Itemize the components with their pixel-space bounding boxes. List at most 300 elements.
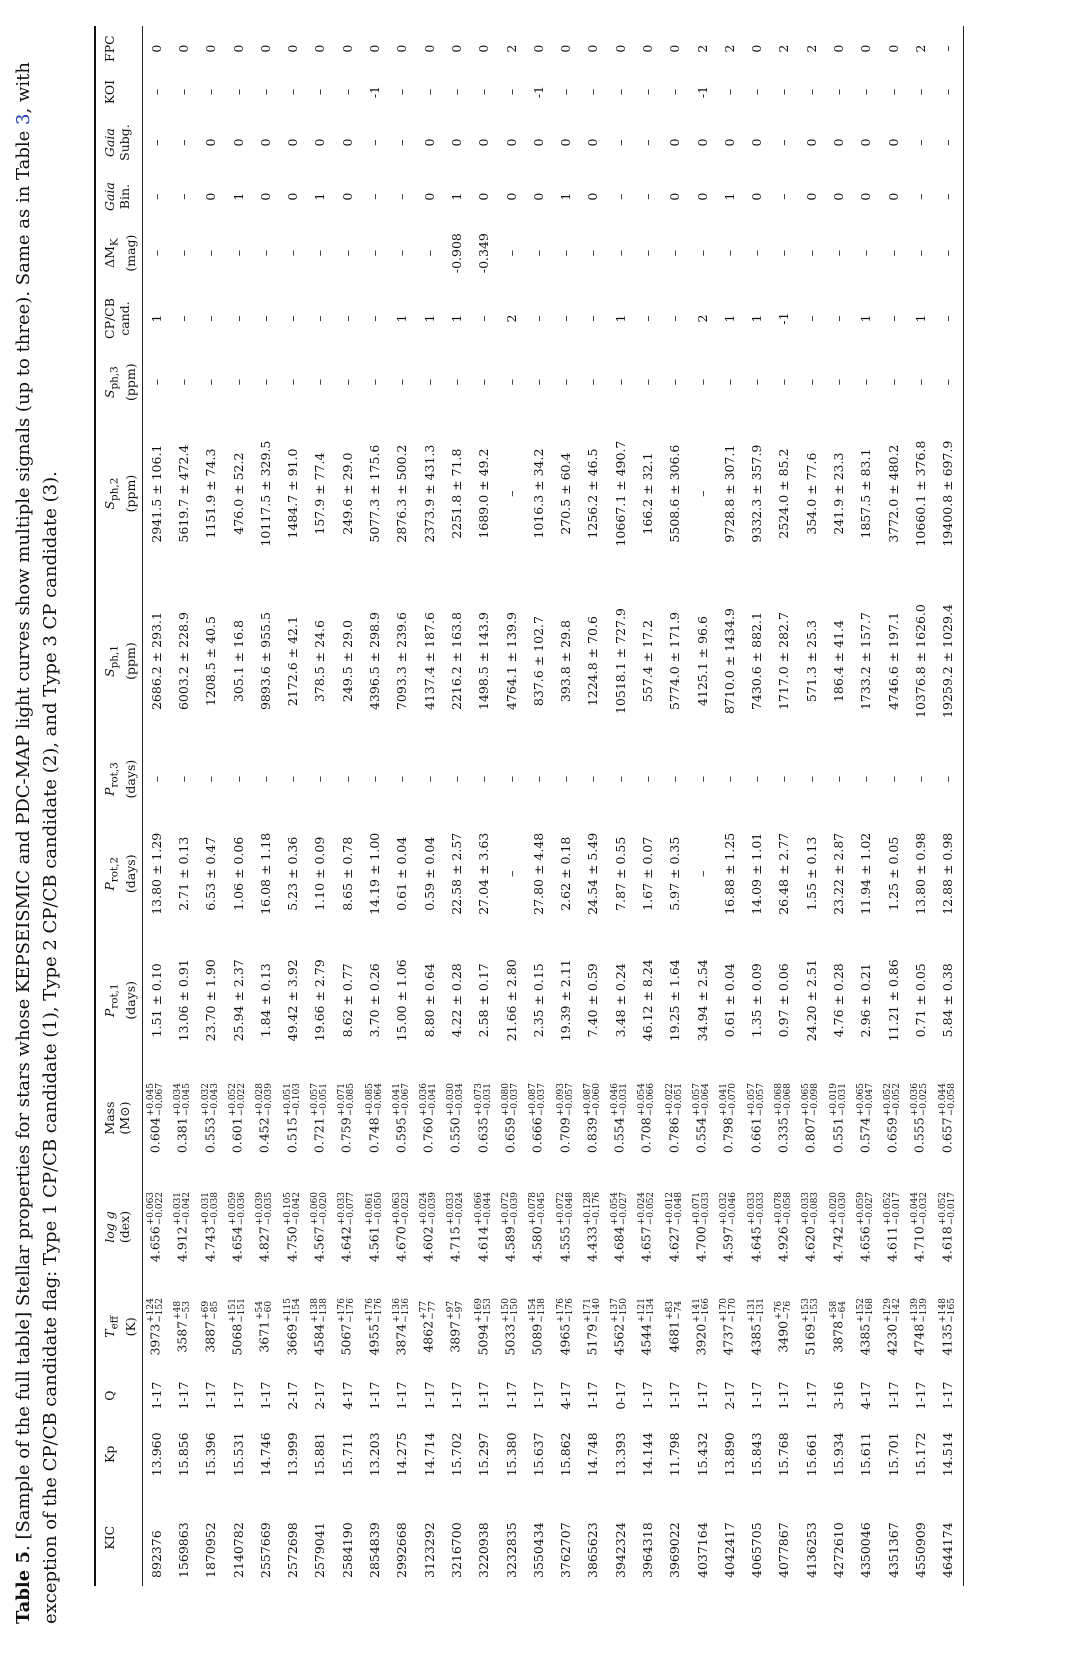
- cell-kic: 3232835: [503, 1522, 519, 1578]
- cell-gbin: 0: [831, 192, 847, 201]
- cell-gbin: 0: [749, 192, 765, 201]
- cell-mass: 0.604 +0.045 −0.067: [146, 1082, 166, 1154]
- cell-s2: 1256.2 ± 46.5: [585, 448, 601, 539]
- table-row: [825, 26, 852, 1586]
- cell-p2: 16.08 ± 1.18: [257, 832, 273, 915]
- cell-logg: 4.618 +0.052 −0.017: [937, 1191, 957, 1263]
- cell-dmk: –: [694, 250, 710, 257]
- cell-p3: –: [530, 775, 546, 783]
- cell-p3: –: [257, 775, 273, 783]
- cell-p3: –: [421, 775, 437, 783]
- cell-p2: 7.87 ± 0.55: [612, 836, 628, 911]
- cell-gbin: –: [912, 193, 928, 200]
- cell-cp: -1: [776, 312, 792, 325]
- cell-cp: –: [312, 315, 328, 322]
- cell-fpc: 0: [257, 44, 273, 53]
- cell-gsub: 0: [312, 138, 328, 147]
- cell-fpc: 0: [339, 44, 355, 53]
- cell-dmk: –: [257, 250, 273, 257]
- cell-s1: 4396.5 ± 298.9: [367, 612, 383, 711]
- cell-cp: –: [667, 315, 683, 322]
- cell-kp: 15.396: [203, 1432, 219, 1477]
- cell-koi: –: [612, 88, 628, 96]
- cell-s1: 2216.2 ± 163.8: [448, 612, 464, 711]
- table-row: [770, 26, 797, 1586]
- cell-cp: 1: [749, 314, 765, 323]
- cell-logg: 4.750 +0.105 −0.042: [282, 1191, 302, 1263]
- cell-dmk: –: [940, 250, 956, 257]
- col-teff: $T_{eff}$ (K): [102, 1315, 138, 1338]
- cell-teff: 3669 +115 −154: [282, 1298, 302, 1356]
- cell-kic: 3865623: [585, 1522, 601, 1578]
- cell-s3: –: [803, 379, 819, 386]
- cell-gbin: 0: [285, 192, 301, 201]
- cell-teff: 4955 +176 −176: [364, 1298, 384, 1356]
- cell-q: 1-17: [749, 1381, 765, 1410]
- table-row: [798, 26, 825, 1586]
- cell-kic: 3220938: [476, 1522, 492, 1578]
- cell-gsub: –: [148, 139, 164, 146]
- cell-kp: 14.275: [394, 1432, 410, 1477]
- cell-s2: 2941.5 ± 106.1: [148, 444, 164, 543]
- cell-dmk: –: [421, 250, 437, 257]
- cell-cp: –: [257, 315, 273, 322]
- table-row: [716, 26, 743, 1586]
- cell-cp: –: [175, 315, 191, 322]
- cell-dmk: –: [885, 250, 901, 257]
- cell-teff: 3671 +54 −60: [255, 1300, 275, 1353]
- cell-s3: –: [175, 379, 191, 386]
- cell-s2: 19400.8 ± 697.9: [940, 440, 956, 547]
- cell-teff: 4862 +77 −77: [419, 1300, 439, 1353]
- cell-mass: 0.553 +0.032 −0.043: [200, 1082, 220, 1154]
- cell-q: 1-17: [776, 1381, 792, 1410]
- cell-kp: 15.881: [312, 1432, 328, 1477]
- cell-logg: 4.912 +0.031 −0.042: [173, 1191, 193, 1263]
- cell-koi: –: [585, 88, 601, 96]
- cell-dmk: –: [530, 250, 546, 257]
- cell-q: 1-17: [394, 1381, 410, 1410]
- cell-s3: –: [858, 379, 874, 386]
- stellar-properties-table: [94, 26, 964, 1586]
- table-row: [415, 26, 442, 1586]
- cell-teff: 3887 +69 −85: [200, 1300, 220, 1353]
- cell-s2: 1016.3 ± 34.2: [530, 448, 546, 539]
- cell-s2: 2373.9 ± 431.3: [421, 444, 437, 543]
- cell-koi: –: [639, 88, 655, 96]
- cell-gsub: 0: [257, 138, 273, 147]
- cell-logg: 4.627 +0.012 −0.048: [664, 1191, 684, 1263]
- cell-s1: 571.3 ± 25.3: [803, 620, 819, 703]
- cell-p3: –: [312, 775, 328, 783]
- cell-s3: –: [312, 379, 328, 386]
- cell-cp: 2: [503, 314, 519, 323]
- cell-gbin: 1: [230, 192, 246, 201]
- cell-kp: 13.890: [721, 1432, 737, 1477]
- cell-gbin: –: [175, 193, 191, 200]
- cell-koi: –: [503, 88, 519, 96]
- cell-logg: 4.926 +0.078 −0.058: [773, 1191, 793, 1263]
- cell-kic: 892376: [148, 1530, 164, 1578]
- cell-fpc: 0: [858, 44, 874, 53]
- cell-q: 1-17: [639, 1381, 655, 1410]
- cell-gbin: 1: [312, 192, 328, 201]
- cell-cp: –: [203, 315, 219, 322]
- cell-fpc: 2: [776, 44, 792, 53]
- cell-dmk: –: [285, 250, 301, 257]
- cell-gsub: 0: [530, 138, 546, 147]
- cell-dmk: -0.349: [476, 233, 492, 274]
- cell-p2: 0.59 ± 0.04: [421, 836, 437, 911]
- cell-logg: 4.743 +0.031 −0.038: [200, 1191, 220, 1263]
- cell-p1: 4.76 ± 0.28: [831, 963, 847, 1038]
- col-logg: log g (dex): [102, 1210, 132, 1244]
- cell-fpc: 2: [694, 44, 710, 53]
- cell-mass: 0.709 +0.093 −0.057: [555, 1082, 575, 1154]
- cell-mass: 0.748 +0.085 −0.064: [364, 1082, 384, 1154]
- cell-logg: 4.614 +0.066 −0.044: [473, 1191, 493, 1263]
- cell-koi: –: [476, 88, 492, 96]
- cell-q: 1-17: [694, 1381, 710, 1410]
- cell-teff: 4385 +131 −131: [746, 1298, 766, 1356]
- cell-dmk: –: [230, 250, 246, 257]
- cell-cp: –: [885, 315, 901, 322]
- cell-p1: 25.94 ± 2.37: [230, 959, 246, 1042]
- cell-q: 1-17: [912, 1381, 928, 1410]
- cell-s3: –: [612, 379, 628, 386]
- cell-logg: 4.656 +0.059 −0.027: [855, 1191, 875, 1263]
- cell-p1: 15.00 ± 1.06: [394, 959, 410, 1042]
- cell-q: 1-17: [803, 1381, 819, 1410]
- cell-fpc: 0: [394, 44, 410, 53]
- table-row: [852, 26, 879, 1586]
- cell-p1: 0.61 ± 0.04: [721, 963, 737, 1038]
- cell-logg: 4.561 +0.061 −0.050: [364, 1191, 384, 1263]
- cell-s2: 5619.7 ± 472.4: [175, 444, 191, 543]
- cell-s2: 2876.3 ± 500.2: [394, 444, 410, 543]
- cell-teff: 5169 +153 −153: [801, 1298, 821, 1356]
- cell-logg: 4.657 +0.024 −0.052: [637, 1191, 657, 1263]
- cell-mass: 0.554 +0.046 −0.031: [610, 1082, 630, 1154]
- cell-gbin: –: [940, 193, 956, 200]
- col-q: Q: [102, 1390, 117, 1401]
- table-row: [525, 26, 552, 1586]
- cell-q: 1-17: [230, 1381, 246, 1410]
- cell-teff: 5033 +150 −150: [501, 1298, 520, 1356]
- cell-p1: 19.39 ± 2.11: [558, 959, 574, 1042]
- cell-gbin: –: [148, 193, 164, 200]
- cell-logg: 4.597 +0.032 −0.046: [719, 1191, 739, 1263]
- cell-q: 1-17: [421, 1381, 437, 1410]
- cell-p1: 2.58 ± 0.17: [476, 963, 492, 1038]
- cell-fpc: 0: [612, 44, 628, 53]
- cell-p2: 1.55 ± 0.13: [803, 836, 819, 911]
- cell-kic: 4351367: [885, 1522, 901, 1578]
- cell-p1: 19.25 ± 1.64: [667, 959, 683, 1042]
- cell-q: 1-17: [885, 1381, 901, 1410]
- cell-logg: 4.670 +0.063 −0.023: [391, 1191, 411, 1263]
- cell-p2: 14.09 ± 1.01: [749, 832, 765, 915]
- cell-kp: 15.856: [175, 1432, 191, 1477]
- col-sph1: $S_{ph,1}$ (ppm): [102, 642, 138, 680]
- cell-s1: 1717.0 ± 282.7: [776, 612, 792, 711]
- cell-fpc: 2: [912, 44, 928, 53]
- cell-teff: 4737 +170 −170: [719, 1298, 739, 1356]
- cell-p1: 1.51 ± 0.10: [148, 963, 164, 1038]
- cell-p2: 11.94 ± 1.02: [858, 832, 874, 915]
- cell-kp: 14.144: [639, 1432, 655, 1477]
- cell-s3: –: [476, 379, 492, 386]
- cell-p3: –: [285, 775, 301, 783]
- cell-s2: 5508.6 ± 306.6: [667, 444, 683, 543]
- cell-logg: 4.700 +0.071 −0.033: [692, 1191, 712, 1263]
- cell-fpc: 0: [148, 44, 164, 53]
- cell-teff: 5094 +169 −153: [473, 1298, 493, 1356]
- cell-gsub: 0: [448, 138, 464, 147]
- cell-teff: 5067 +176 −176: [337, 1298, 357, 1356]
- cell-kp: 13.393: [612, 1432, 628, 1477]
- cell-mass: 0.335 +0.068 −0.068: [773, 1082, 793, 1154]
- cell-s3: –: [694, 379, 710, 386]
- cell-s1: 10376.8 ± 1626.0: [912, 604, 928, 718]
- cell-mass: 0.759 +0.071 −0.085: [337, 1082, 357, 1154]
- cell-kp: 15.611: [858, 1432, 874, 1477]
- caption-text-b: , with exception of the CP/CB candidate flag: Type 1 CP/CB candidate (1), Type 2 CP/CB candidate (2), and Type 3 CP candidate (3).: [13, 62, 61, 1624]
- cell-gsub: 0: [803, 138, 819, 147]
- col-kp: Kp: [102, 1445, 117, 1463]
- cell-fpc: 0: [530, 44, 546, 53]
- cell-kp: 15.711: [339, 1432, 355, 1477]
- cell-mass: 0.554 +0.057 −0.064: [692, 1082, 712, 1154]
- cell-mass: 0.595 +0.041 −0.067: [391, 1082, 411, 1154]
- cell-s3: –: [667, 379, 683, 386]
- cell-teff: 4748 +139 −139: [910, 1298, 930, 1356]
- cell-p2: 2.71 ± 0.13: [175, 836, 191, 911]
- cell-cp: 1: [912, 314, 928, 323]
- bottom-rule: [963, 26, 964, 1586]
- cell-logg: 4.827 +0.039 −0.035: [255, 1191, 275, 1263]
- cell-dmk: –: [721, 250, 737, 257]
- cell-p3: –: [912, 775, 928, 783]
- cell-koi: –: [721, 88, 737, 96]
- cell-mass: 0.666 +0.087 −0.037: [528, 1082, 548, 1154]
- cell-fpc: 0: [885, 44, 901, 53]
- cell-gsub: 0: [558, 138, 574, 147]
- cell-p1: 3.70 ± 0.26: [367, 963, 383, 1038]
- cell-q: 4-17: [858, 1381, 874, 1410]
- table-body: [143, 26, 962, 1586]
- cell-p3: –: [367, 775, 383, 783]
- cell-p1: 2.96 ± 0.21: [858, 963, 874, 1038]
- cell-mass: 0.452 +0.028 −0.039: [255, 1082, 275, 1154]
- cell-mass: 0.635 +0.073 −0.031: [473, 1082, 493, 1154]
- cell-mass: 0.381 +0.034 −0.045: [173, 1082, 193, 1154]
- cell-q: 1-17: [585, 1381, 601, 1410]
- cell-p1: 4.22 ± 0.28: [448, 963, 464, 1038]
- cell-s3: –: [721, 379, 737, 386]
- cell-dmk: –: [639, 250, 655, 257]
- cell-s1: 393.8 ± 29.8: [558, 620, 574, 703]
- cell-kp: 11.798: [667, 1432, 683, 1477]
- cell-s1: 4125.1 ± 96.6: [694, 616, 710, 707]
- cell-dmk: –: [339, 250, 355, 257]
- cell-gsub: 0: [203, 138, 219, 147]
- cell-p2: 1.25 ± 0.05: [885, 836, 901, 911]
- cell-kp: 15.432: [694, 1432, 710, 1477]
- cell-koi: –: [175, 88, 191, 96]
- cell-mass: 0.661 +0.057 −0.057: [746, 1082, 766, 1154]
- cell-cp: 1: [448, 314, 464, 323]
- cell-q: 2-17: [312, 1381, 328, 1410]
- cell-p2: 1.67 ± 0.07: [639, 836, 655, 911]
- cell-teff: 4562 +137 −150: [610, 1298, 630, 1356]
- cell-s1: 837.6 ± 102.7: [530, 616, 546, 707]
- cell-s3: –: [530, 379, 546, 386]
- cell-p3: –: [831, 775, 847, 783]
- cell-p3: –: [476, 775, 492, 783]
- cell-logg: 4.611 +0.052 −0.017: [883, 1191, 903, 1263]
- cell-kic: 2572698: [285, 1522, 301, 1578]
- cell-s2: 476.0 ± 52.2: [230, 452, 246, 535]
- cell-kic: 4350046: [858, 1522, 874, 1578]
- cell-kp: 14.746: [257, 1432, 273, 1477]
- header-row: [96, 26, 142, 1586]
- cell-cp: –: [476, 315, 492, 322]
- cell-s3: –: [285, 379, 301, 386]
- cell-cp: –: [558, 315, 574, 322]
- cell-s3: –: [776, 379, 792, 386]
- cell-koi: –: [448, 88, 464, 96]
- cell-p2: 23.22 ± 2.87: [831, 832, 847, 915]
- table-row: [607, 26, 634, 1586]
- cell-s1: 4764.1 ± 139.9: [503, 612, 519, 711]
- cell-s2: 1151.9 ± 74.3: [203, 448, 219, 539]
- cell-s2: 1857.5 ± 83.1: [858, 448, 874, 539]
- cell-teff: 4544 +121 −134: [637, 1298, 657, 1356]
- cell-gsub: 0: [667, 138, 683, 147]
- cell-fpc: 2: [503, 44, 519, 53]
- cell-p1: 8.80 ± 0.64: [421, 963, 437, 1038]
- cell-fpc: 0: [203, 44, 219, 53]
- col-koi: KOI: [102, 79, 117, 105]
- col-fpc: FPC: [102, 35, 117, 62]
- cell-koi: –: [885, 88, 901, 96]
- cell-s3: –: [421, 379, 437, 386]
- cell-logg: 4.742 +0.020 −0.030: [828, 1191, 848, 1263]
- cell-p3: –: [585, 775, 601, 783]
- cell-q: 1-17: [476, 1381, 492, 1410]
- cell-gbin: 0: [858, 192, 874, 201]
- cell-p3: –: [639, 775, 655, 783]
- cell-gsub: 0: [749, 138, 765, 147]
- cell-gbin: 0: [257, 192, 273, 201]
- cell-dmk: –: [612, 250, 628, 257]
- cell-p2: 0.61 ± 0.04: [394, 836, 410, 911]
- cell-s1: 7430.6 ± 882.1: [749, 612, 765, 711]
- cell-kic: 1870952: [203, 1522, 219, 1578]
- cell-s3: –: [912, 379, 928, 386]
- cell-gsub: 0: [721, 138, 737, 147]
- cell-p3: –: [803, 775, 819, 783]
- cell-fpc: 0: [749, 44, 765, 53]
- cell-s1: 1224.8 ± 70.6: [585, 616, 601, 707]
- cell-koi: –: [940, 88, 956, 96]
- cell-mass: 0.839 +0.087 −0.060: [582, 1082, 602, 1154]
- cell-cp: –: [940, 315, 956, 322]
- cell-kp: 15.172: [912, 1432, 928, 1477]
- cell-gsub: –: [940, 139, 956, 146]
- cell-gbin: 0: [885, 192, 901, 201]
- cell-kic: 4077867: [776, 1522, 792, 1578]
- table-row: [634, 26, 661, 1586]
- cell-gsub: –: [612, 139, 628, 146]
- cell-q: 4-17: [339, 1381, 355, 1410]
- cell-teff: 5179 +171 −140: [582, 1298, 602, 1356]
- cell-s2: 10660.1 ± 376.8: [912, 440, 928, 547]
- cell-cp: 1: [858, 314, 874, 323]
- cell-kic: 3550434: [530, 1522, 546, 1578]
- cell-teff: 3587 +48 −53: [173, 1300, 193, 1353]
- cell-p2: 26.48 ± 2.77: [776, 832, 792, 915]
- cell-cp: –: [639, 315, 655, 322]
- cell-fpc: 0: [585, 44, 601, 53]
- table-row: [334, 26, 361, 1586]
- cell-p2: 24.54 ± 5.49: [585, 832, 601, 915]
- cell-s2: –: [694, 490, 710, 497]
- cell-p1: 21.66 ± 2.80: [503, 959, 519, 1042]
- cell-kic: 4037164: [694, 1522, 710, 1578]
- table-row: [388, 26, 415, 1586]
- cell-cp: 1: [612, 314, 628, 323]
- cell-fpc: 0: [448, 44, 464, 53]
- table-row: [361, 26, 388, 1586]
- cell-q: 1-17: [940, 1381, 956, 1410]
- cell-kp: 15.637: [530, 1432, 546, 1477]
- cell-s2: 5077.3 ± 175.6: [367, 444, 383, 543]
- table-ref-link[interactable]: 3: [13, 113, 34, 125]
- cell-s1: 1208.5 ± 40.5: [203, 616, 219, 707]
- cell-p1: 34.94 ± 2.54: [694, 959, 710, 1042]
- cell-gsub: 0: [285, 138, 301, 147]
- cell-teff: 4584 +138 −138: [309, 1298, 329, 1356]
- cell-s2: 9728.8 ± 307.1: [721, 444, 737, 543]
- cell-cp: 1: [721, 314, 737, 323]
- cell-p2: 27.80 ± 4.48: [530, 832, 546, 915]
- cell-p3: –: [749, 775, 765, 783]
- cell-gsub: –: [912, 139, 928, 146]
- cell-koi: –: [776, 88, 792, 96]
- cell-p3: –: [148, 775, 164, 783]
- cell-s1: 1733.2 ± 157.7: [858, 612, 874, 711]
- cell-q: 1-17: [667, 1381, 683, 1410]
- cell-gsub: –: [639, 139, 655, 146]
- cell-fpc: 2: [721, 44, 737, 53]
- cell-mass: 0.798 +0.041 −0.070: [719, 1082, 739, 1154]
- cell-fpc: 0: [667, 44, 683, 53]
- cell-cp: –: [530, 315, 546, 322]
- cell-logg: 4.710 +0.044 −0.032: [910, 1191, 930, 1263]
- cell-gbin: 1: [558, 192, 574, 201]
- cell-s3: –: [585, 379, 601, 386]
- cell-logg: 4.602 +0.024 −0.039: [419, 1191, 439, 1263]
- cell-dmk: –: [858, 250, 874, 257]
- cell-fpc: 0: [831, 44, 847, 53]
- cell-s2: 10667.1 ± 490.7: [612, 440, 628, 547]
- cell-gsub: –: [175, 139, 191, 146]
- cell-fpc: 2: [803, 44, 819, 53]
- cell-kp: 15.531: [230, 1432, 246, 1477]
- cell-s2: 270.5 ± 60.4: [558, 452, 574, 535]
